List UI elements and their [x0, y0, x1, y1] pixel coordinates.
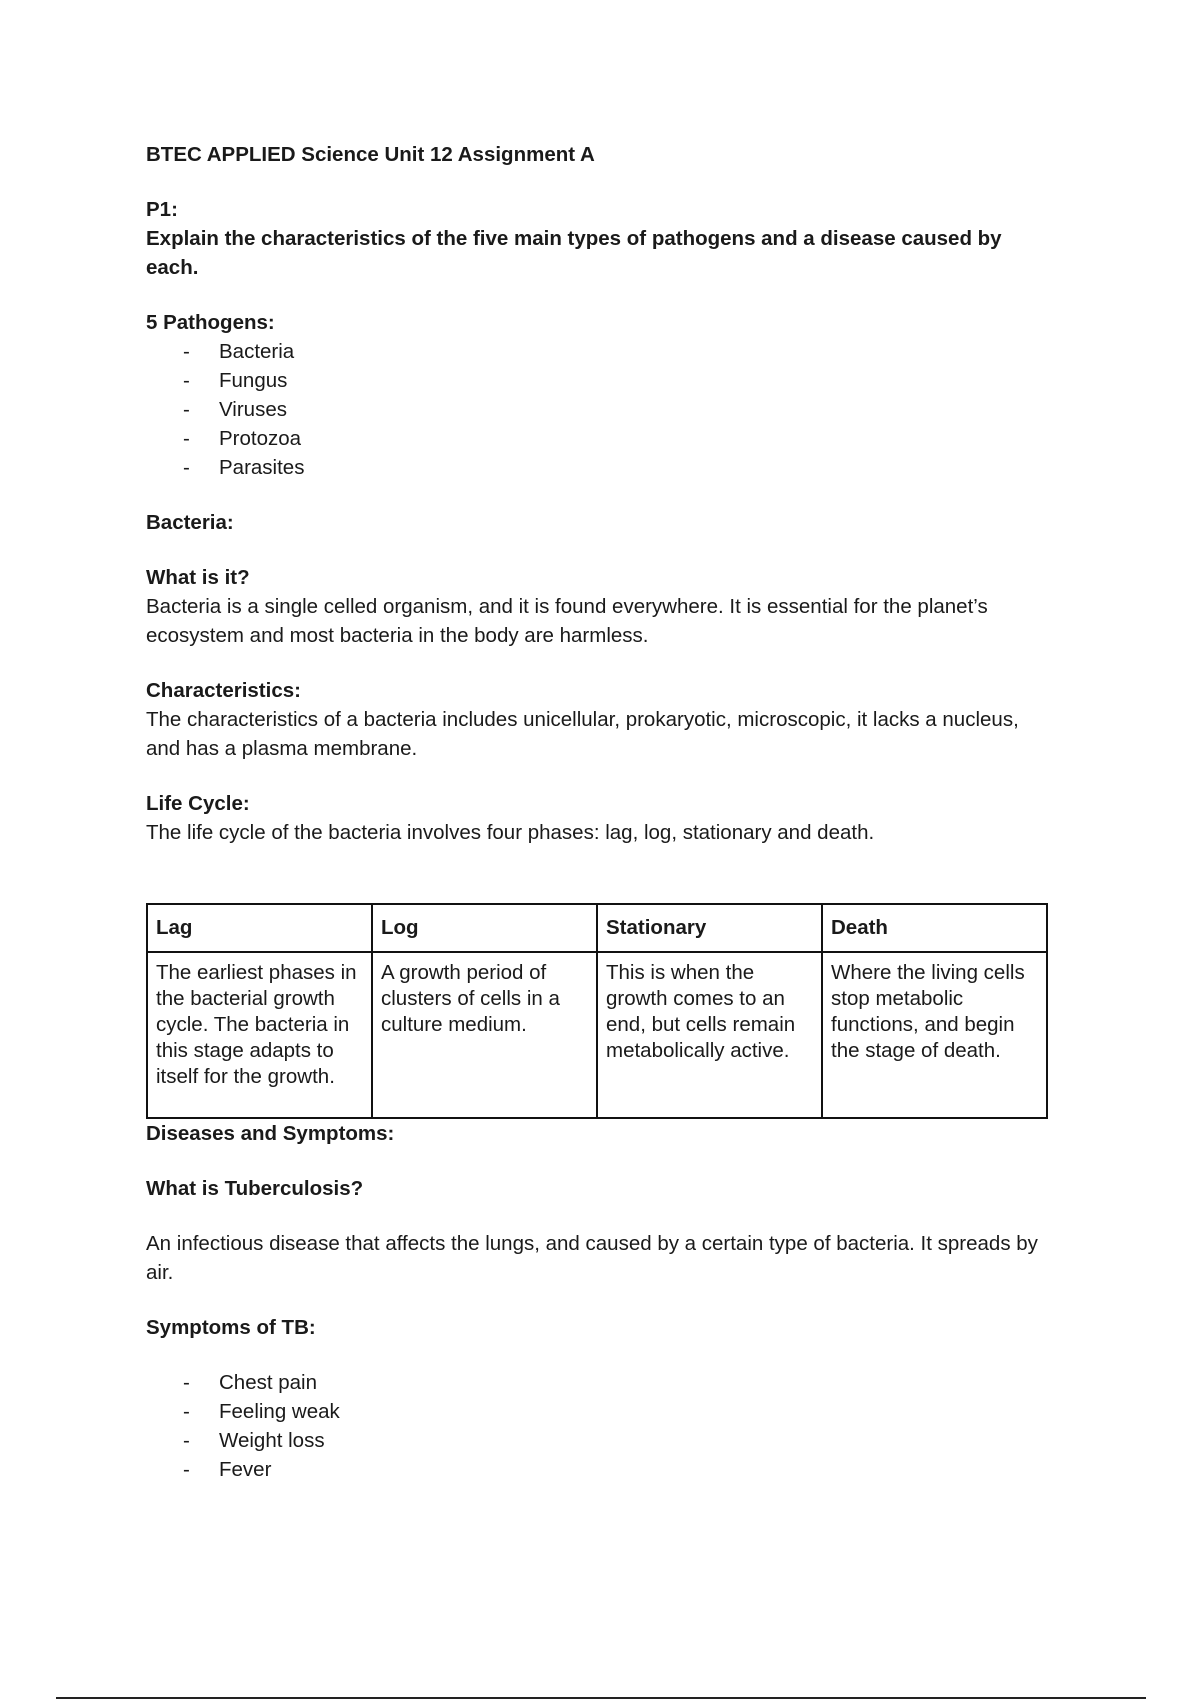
tb-heading: What is Tuberculosis?: [146, 1177, 364, 1200]
what-heading: What is it?: [146, 566, 250, 589]
document-page: [146, 140, 1056, 1484]
characteristics-text: The characteristics of a bacteria includes unicellular, prokaryotic, microscopic, it lacks a nucleus, and has a plasma membrane.: [146, 708, 1019, 760]
list-item: - Fever: [183, 1455, 1056, 1484]
list-item: - Chest pain: [183, 1368, 1056, 1397]
table-row: [147, 952, 1047, 1118]
document-title: BTEC APPLIED Science Unit 12 Assignment A: [146, 143, 595, 166]
what-text: Bacteria is a single celled organism, and it is found everywhere. It is essential for the planet’s ecosystem and most bacteria in the body are harmless.: [146, 595, 988, 647]
table-cell: Where the living cells stop metabolic functions, and begin the stage of death.: [822, 952, 1047, 1118]
diseases-heading: Diseases and Symptoms:: [146, 1122, 395, 1145]
pathogens-list: [146, 337, 1056, 482]
list-item: - Feeling weak: [183, 1397, 1056, 1426]
list-item: - Viruses: [183, 395, 1056, 424]
task-label: P1:: [146, 198, 178, 221]
characteristics-heading: Characteristics:: [146, 679, 301, 702]
lifecycle-heading: Life Cycle:: [146, 792, 250, 815]
lifecycle-table: [146, 903, 1048, 1119]
tb-text: An infectious disease that affects the lungs, and caused by a certain type of bacteria. It spreads by air.: [146, 1232, 1038, 1284]
table-header-row: [147, 904, 1047, 952]
bacteria-heading: Bacteria:: [146, 511, 234, 534]
task-text: Explain the characteristics of the five main types of pathogens and a disease caused by each.: [146, 227, 1002, 279]
lifecycle-text: The life cycle of the bacteria involves four phases: lag, log, stationary and death.: [146, 821, 875, 844]
list-item: - Protozoa: [183, 424, 1056, 453]
table-header-cell: Lag: [147, 904, 372, 952]
table-header-cell: Stationary: [597, 904, 822, 952]
table-cell: The earliest phases in the bacterial growth cycle. The bacteria in this stage adapts to itself for the growth.: [147, 952, 372, 1118]
table-cell: A growth period of clusters of cells in a culture medium.: [372, 952, 597, 1118]
page-bottom-rule: [56, 1697, 1146, 1699]
list-item: - Fungus: [183, 366, 1056, 395]
pathogens-heading: 5 Pathogens:: [146, 311, 275, 334]
table-header-cell: Log: [372, 904, 597, 952]
list-item: - Weight loss: [183, 1426, 1056, 1455]
list-item: - Parasites: [183, 453, 1056, 482]
table-header-cell: Death: [822, 904, 1047, 952]
symptoms-heading: Symptoms of TB:: [146, 1316, 316, 1339]
list-item: - Bacteria: [183, 337, 1056, 366]
symptoms-list: [146, 1368, 1056, 1484]
table-cell: This is when the growth comes to an end, but cells remain metabolically active.: [597, 952, 822, 1118]
